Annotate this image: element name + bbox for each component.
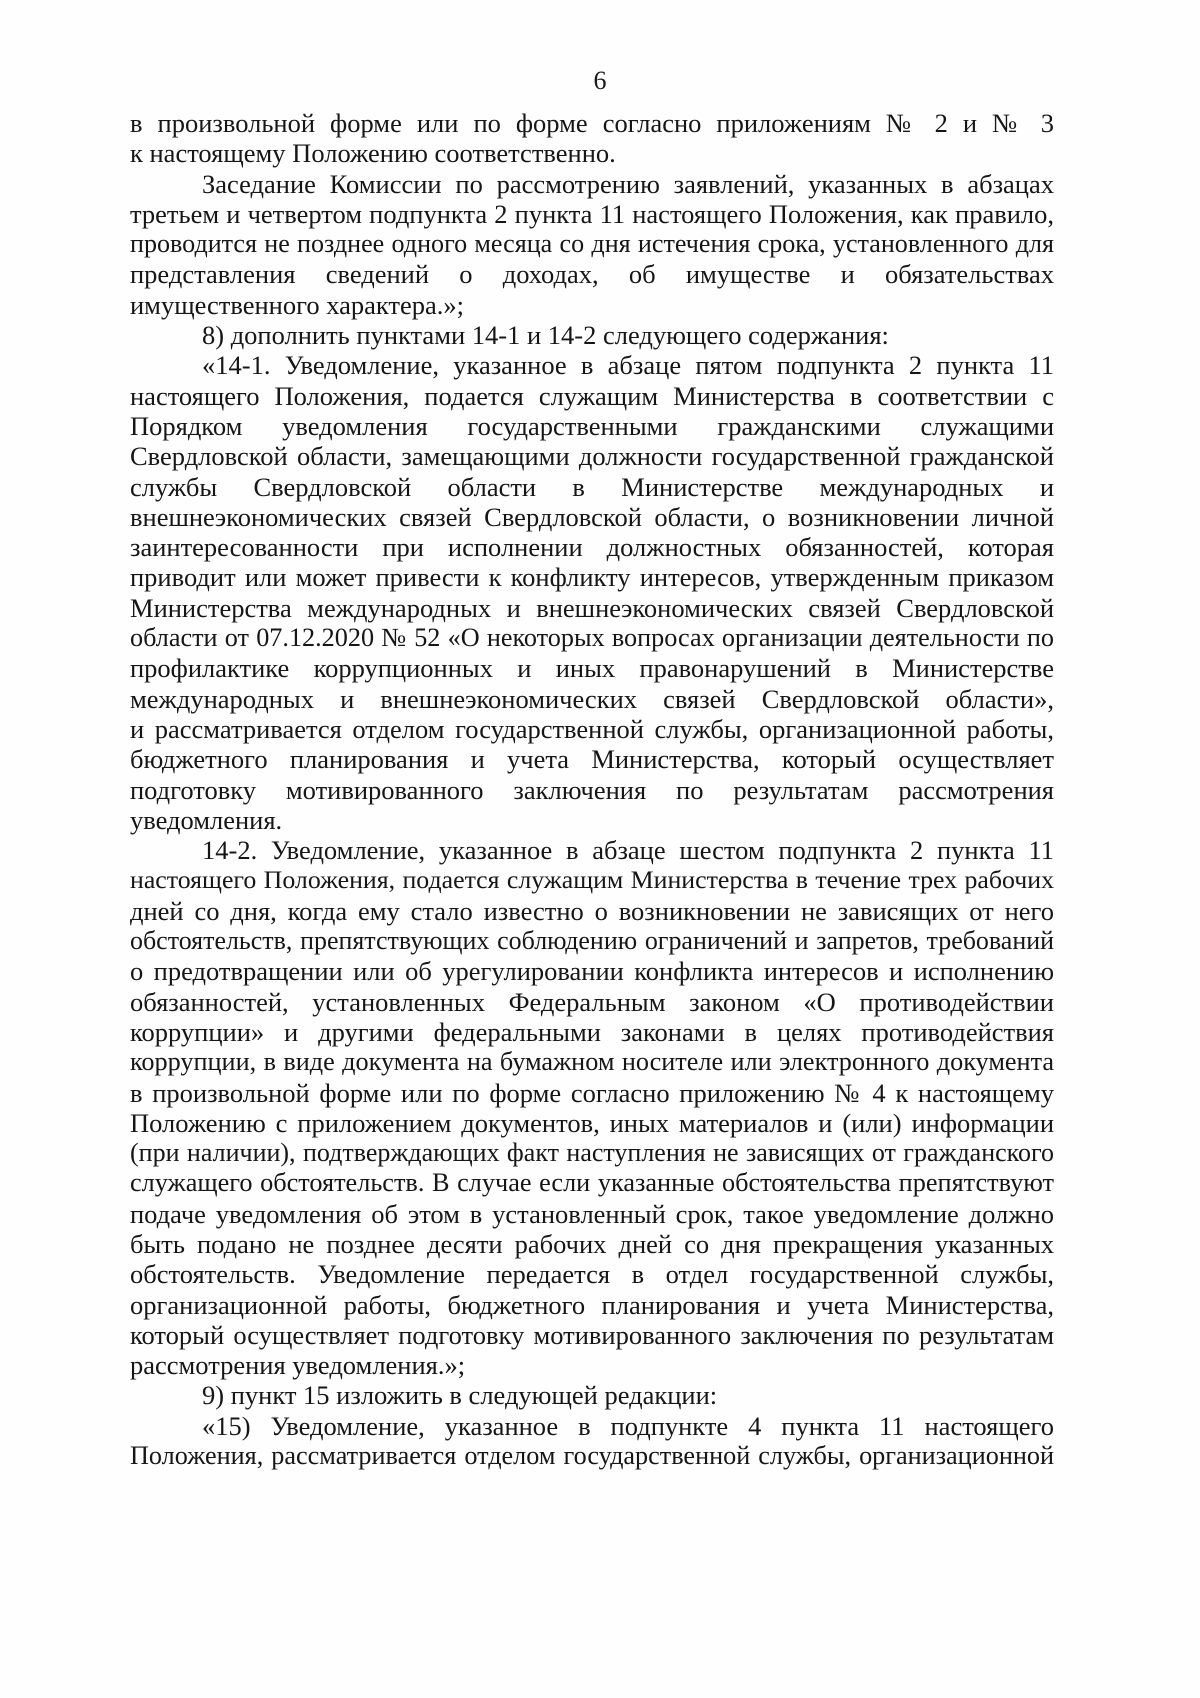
text-line: Свердловской области, замещающими должности государственной гражданской bbox=[130, 441, 1054, 472]
text-line: настоящего Положения, подается служащим Министерства в соответствии с bbox=[130, 380, 1054, 411]
text-line: заинтересованности при исполнении должностных обязанностей, которая bbox=[130, 532, 1054, 563]
text-line: к настоящему Положению соответственно. bbox=[130, 138, 616, 169]
text-line: обстоятельств, препятствующих соблюдению ограничений и запретов, требований bbox=[130, 926, 1054, 956]
text-line: подаче уведомления об этом в установленный срок, такое уведомление должно bbox=[130, 1198, 1054, 1229]
text-line: коррупции» и другими федеральными законами в целях противодействия bbox=[130, 1016, 1054, 1047]
text-line: о предотвращении или об урегулировании конфликта интересов и исполнению bbox=[130, 956, 1054, 987]
text-line: дней со дня, когда ему стало известно о возникновении не зависящих от него bbox=[130, 895, 1054, 926]
text-line: коррупции, в виде документа на бумажном носителе или электронного документа bbox=[130, 1047, 1054, 1077]
text-line: 9) пункт 15 изложить в следующей редакции: bbox=[202, 1380, 718, 1411]
text-line: Положения, рассматривается отделом государственной службы, организационной bbox=[130, 1441, 1054, 1471]
text-line: рассмотрения уведомления.»; bbox=[130, 1350, 466, 1381]
text-line: и рассматривается отделом государственной службы, организационной работы, bbox=[130, 713, 1054, 744]
text-line: приводит или может привести к конфликту интересов, утвержденным приказом bbox=[130, 562, 1054, 593]
text-line: области от 07.12.2020 № 52 «О некоторых вопросах организации деятельности по bbox=[130, 623, 1054, 653]
text-line: «15) Уведомление, указанное в подпункте 4 пункта 11 настоящего bbox=[202, 1410, 1054, 1441]
text-line: проводится не позднее одного месяца со дня истечения срока, установленного для bbox=[130, 229, 1054, 259]
text-line: служащего обстоятельств. В случае если указанные обстоятельства препятствуют bbox=[130, 1168, 1054, 1198]
text-line: имущественного характера.»; bbox=[130, 289, 464, 320]
text-line: 8) дополнить пунктами 14-1 и 14-2 следующего содержания: bbox=[202, 320, 889, 351]
text-line: подготовку мотивированного заключения по результатам рассмотрения bbox=[130, 774, 1054, 805]
text-line: уведомления. bbox=[130, 804, 283, 835]
text-line: представления сведений о доходах, об имуществе и обязательствах bbox=[130, 259, 1054, 290]
text-line: быть подано не позднее десяти рабочих дней со дня прекращения указанных bbox=[130, 1228, 1054, 1259]
text-line: который осуществляет подготовку мотивированного заключения по результатам bbox=[130, 1319, 1054, 1350]
page-number: 6 bbox=[593, 66, 607, 95]
text-line: профилактике коррупционных и иных правонарушений в Министерстве bbox=[130, 653, 1054, 684]
text-line: Порядком уведомления государственными гражданскими служащими bbox=[130, 410, 1054, 441]
text-line: внешнеэкономических связей Свердловской области, о возникновении личной bbox=[130, 501, 1054, 532]
text-line: обстоятельств. Уведомление передается в отдел государственной службы, bbox=[130, 1259, 1054, 1290]
text-line: третьем и четвертом подпункта 2 пункта 11 настоящего Положения, как правило, bbox=[130, 198, 1054, 229]
document-body bbox=[130, 108, 1054, 1471]
text-line: в произвольной форме или по форме согласно приложениям № 2 и № 3 bbox=[130, 108, 1054, 138]
text-line: бюджетного планирования и учета Министерства, который осуществляет bbox=[130, 744, 1054, 775]
text-line: в произвольной форме или по форме согласно приложению № 4 к настоящему bbox=[130, 1077, 1054, 1108]
text-line: международных и внешнеэкономических связей Свердловской области», bbox=[130, 683, 1054, 714]
text-line: обязанностей, установленных Федеральным законом «О противодействии bbox=[130, 986, 1054, 1017]
text-line: настоящего Положения, подается служащим Министерства в течение трех рабочих bbox=[130, 865, 1054, 895]
text-line: (при наличии), подтверждающих факт наступления не зависящих от гражданского bbox=[130, 1138, 1054, 1168]
text-line: Заседание Комиссии по рассмотрению заявлений, указанных в абзацах bbox=[202, 168, 1054, 199]
text-line: Министерства международных и внешнеэкономических связей Свердловской bbox=[130, 592, 1054, 623]
text-line: Положению с приложением документов, иных материалов и (или) информации bbox=[130, 1107, 1054, 1138]
text-line: 14-2. Уведомление, указанное в абзаце шестом подпункта 2 пункта 11 bbox=[202, 835, 1054, 866]
text-line: «14-1. Уведомление, указанное в абзаце пятом подпункта 2 пункта 11 bbox=[202, 350, 1054, 381]
text-line: службы Свердловской области в Министерстве международных и bbox=[130, 471, 1054, 502]
text-line: организационной работы, бюджетного планирования и учета Министерства, bbox=[130, 1289, 1054, 1320]
